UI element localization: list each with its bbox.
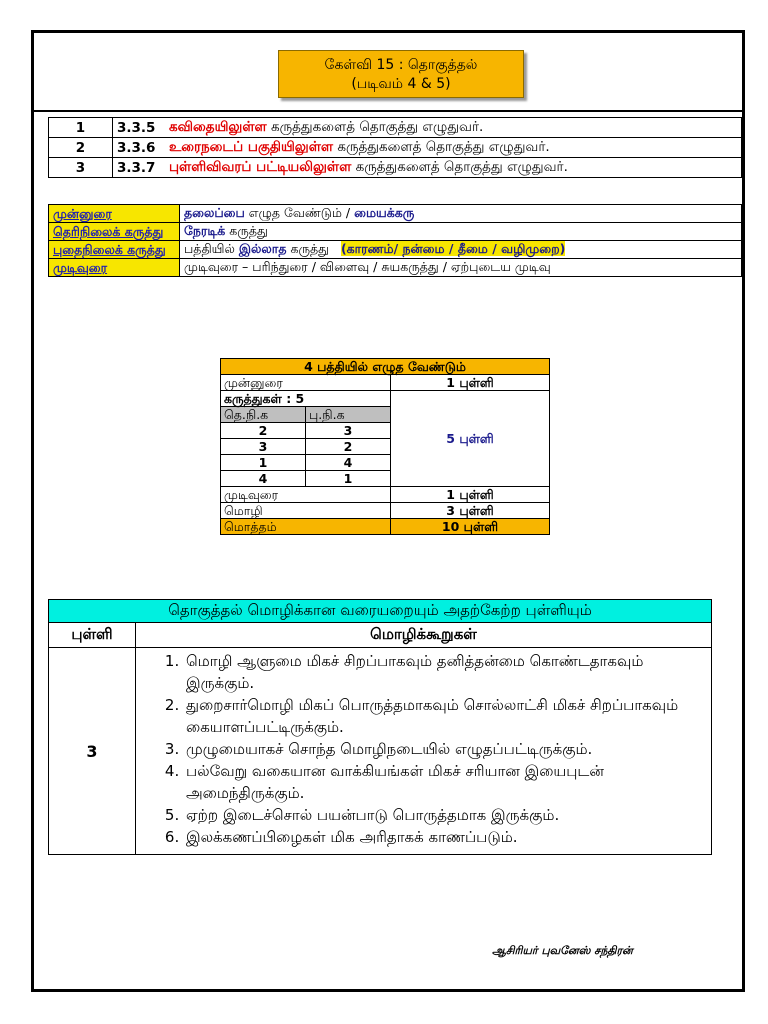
structure-emph: தலைப்பை bbox=[184, 205, 245, 220]
objective-text bbox=[165, 158, 742, 178]
rubric-mark: 3 bbox=[49, 648, 136, 855]
objective-highlight: புள்ளிவிவரப் பட்டியலிலுள்ள bbox=[169, 158, 352, 175]
marks-cell: 1 bbox=[221, 455, 306, 471]
objective-row bbox=[49, 158, 742, 178]
objective-row bbox=[49, 138, 742, 158]
objective-highlight: உரைநடைப் பகுதியிலுள்ள bbox=[169, 138, 334, 155]
rubric-item: 1. மொழி ஆளுமை மிகச் சிறப்பாகவும் தனித்தன்மை கொண்டதாகவும் இருக்கும். bbox=[184, 650, 707, 694]
marks-label: முன்னுரை bbox=[221, 375, 391, 391]
marks-cell: 3 bbox=[306, 423, 391, 439]
structure-label: முன்னுரை bbox=[49, 205, 180, 223]
objective-row bbox=[49, 118, 742, 138]
structure-emph: நேரடிக் bbox=[184, 223, 226, 238]
objective-number: 3 bbox=[49, 158, 113, 178]
rubric-list bbox=[140, 650, 707, 848]
objectives-table bbox=[48, 117, 742, 178]
objective-code: 3.3.7 bbox=[113, 158, 166, 178]
structure-plain: கருத்து bbox=[225, 223, 268, 238]
structure-label: தெரிநிலைக் கருத்து bbox=[49, 223, 180, 241]
rubric-item: 2. துறைசார்மொழி மிகப் பொருத்தமாகவும் சொல்லாட்சி மிகச் சிறப்பாகவும் கையாளப்பட்டிருக்கும். bbox=[184, 694, 707, 738]
marks-table bbox=[220, 358, 550, 535]
structure-text: முடிவுரை – பரிந்துரை / விளைவு / சுயகருத்து / ஏற்புடைய முடிவு bbox=[180, 259, 742, 277]
structure-emph: இல்லாத bbox=[238, 241, 287, 256]
marks-subheader: பு.நி.க bbox=[306, 407, 391, 423]
objective-number: 1 bbox=[49, 118, 113, 138]
marks-value: 1 புள்ளி bbox=[391, 487, 550, 503]
objective-rest: கருத்துகளைத் தொகுத்து எழுதுவர். bbox=[333, 138, 550, 155]
rubric-col-criteria: மொழிக்கூறுகள் bbox=[136, 623, 712, 648]
rubric-item: 5. ஏற்ற இடைச்சொல் பயன்பாடு பொருத்தமாக இருக்கும். bbox=[184, 804, 707, 826]
objective-number: 2 bbox=[49, 138, 113, 158]
marks-value: 1 புள்ளி bbox=[391, 375, 550, 391]
structure-label: புதைநிலைக் கருத்து bbox=[49, 241, 180, 259]
marks-label: கருத்துகள் : 5 bbox=[221, 391, 391, 407]
marks-cell: 3 bbox=[221, 439, 306, 455]
rubric-item: 4. பல்வேறு வகையான வாக்கியங்கள் மிகச் சரியான இயைபுடன் அமைந்திருக்கும். bbox=[184, 760, 707, 804]
marks-header: 4 பத்தியில் எழுத வேண்டும் bbox=[221, 359, 550, 375]
author-signature: ஆசிரியர் புவனேஸ் சந்திரன் bbox=[492, 944, 633, 957]
structure-text bbox=[180, 223, 742, 241]
objective-code: 3.3.5 bbox=[113, 118, 166, 138]
rubric-col-mark: புள்ளி bbox=[49, 623, 136, 648]
marks-total-value: 10 புள்ளி bbox=[391, 519, 550, 535]
structure-text bbox=[180, 205, 742, 223]
objective-rest: கருத்துகளைத் தொகுத்து எழுதுவர். bbox=[351, 158, 568, 175]
marks-cell: 4 bbox=[221, 471, 306, 487]
structure-label: முடிவுரை bbox=[49, 259, 180, 277]
title-line-1: கேள்வி 15 : தொகுத்தல் bbox=[324, 57, 478, 73]
marks-value: 3 புள்ளி bbox=[391, 503, 550, 519]
marks-label: முடிவுரை bbox=[221, 487, 391, 503]
structure-plain: கருத்து bbox=[286, 241, 330, 256]
essay-structure-table bbox=[48, 204, 742, 277]
marks-label: மொழி bbox=[221, 503, 391, 519]
objective-text bbox=[165, 118, 742, 138]
language-rubric-table bbox=[48, 599, 712, 855]
marks-cell: 2 bbox=[306, 439, 391, 455]
structure-row bbox=[49, 205, 742, 223]
structure-row bbox=[49, 259, 742, 277]
structure-plain: எழுத வேண்டும் / bbox=[244, 205, 355, 220]
rubric-item: 3. முழுமையாகச் சொந்த மொழிநடையில் எழுதப்பட்டிருக்கும். bbox=[184, 738, 707, 760]
structure-highlight: (காரணம்/ நன்மை / தீமை / வழிமுறை) bbox=[340, 241, 566, 256]
question-title-box bbox=[278, 50, 524, 98]
marks-cell: 1 bbox=[306, 471, 391, 487]
structure-text bbox=[180, 241, 742, 259]
title-line-2: (படிவம் 4 & 5) bbox=[351, 76, 451, 92]
objective-text bbox=[165, 138, 742, 158]
marks-cell: 2 bbox=[221, 423, 306, 439]
objective-highlight: கவிதையிலுள்ள bbox=[169, 118, 267, 135]
rubric-criteria bbox=[136, 648, 712, 855]
objective-code: 3.3.6 bbox=[113, 138, 166, 158]
structure-row bbox=[49, 241, 742, 259]
structure-plain: பத்தியில் bbox=[184, 241, 239, 256]
marks-value: 5 புள்ளி bbox=[391, 391, 550, 487]
objective-rest: கருத்துகளைத் தொகுத்து எழுதுவர். bbox=[266, 118, 484, 135]
rubric-item: 6. இலக்கணப்பிழைகள் மிக அரிதாகக் காணப்படும். bbox=[184, 826, 707, 848]
structure-row bbox=[49, 223, 742, 241]
marks-cell: 4 bbox=[306, 455, 391, 471]
rubric-heading: தொகுத்தல் மொழிக்கான வரையறையும் அதற்கேற்ற புள்ளியும் bbox=[49, 600, 712, 623]
divider-line bbox=[31, 110, 745, 112]
marks-subheader: தெ.நி.க bbox=[221, 407, 306, 423]
structure-emph: மையக்கரு bbox=[354, 205, 415, 220]
marks-total-label: மொத்தம் bbox=[221, 519, 391, 535]
